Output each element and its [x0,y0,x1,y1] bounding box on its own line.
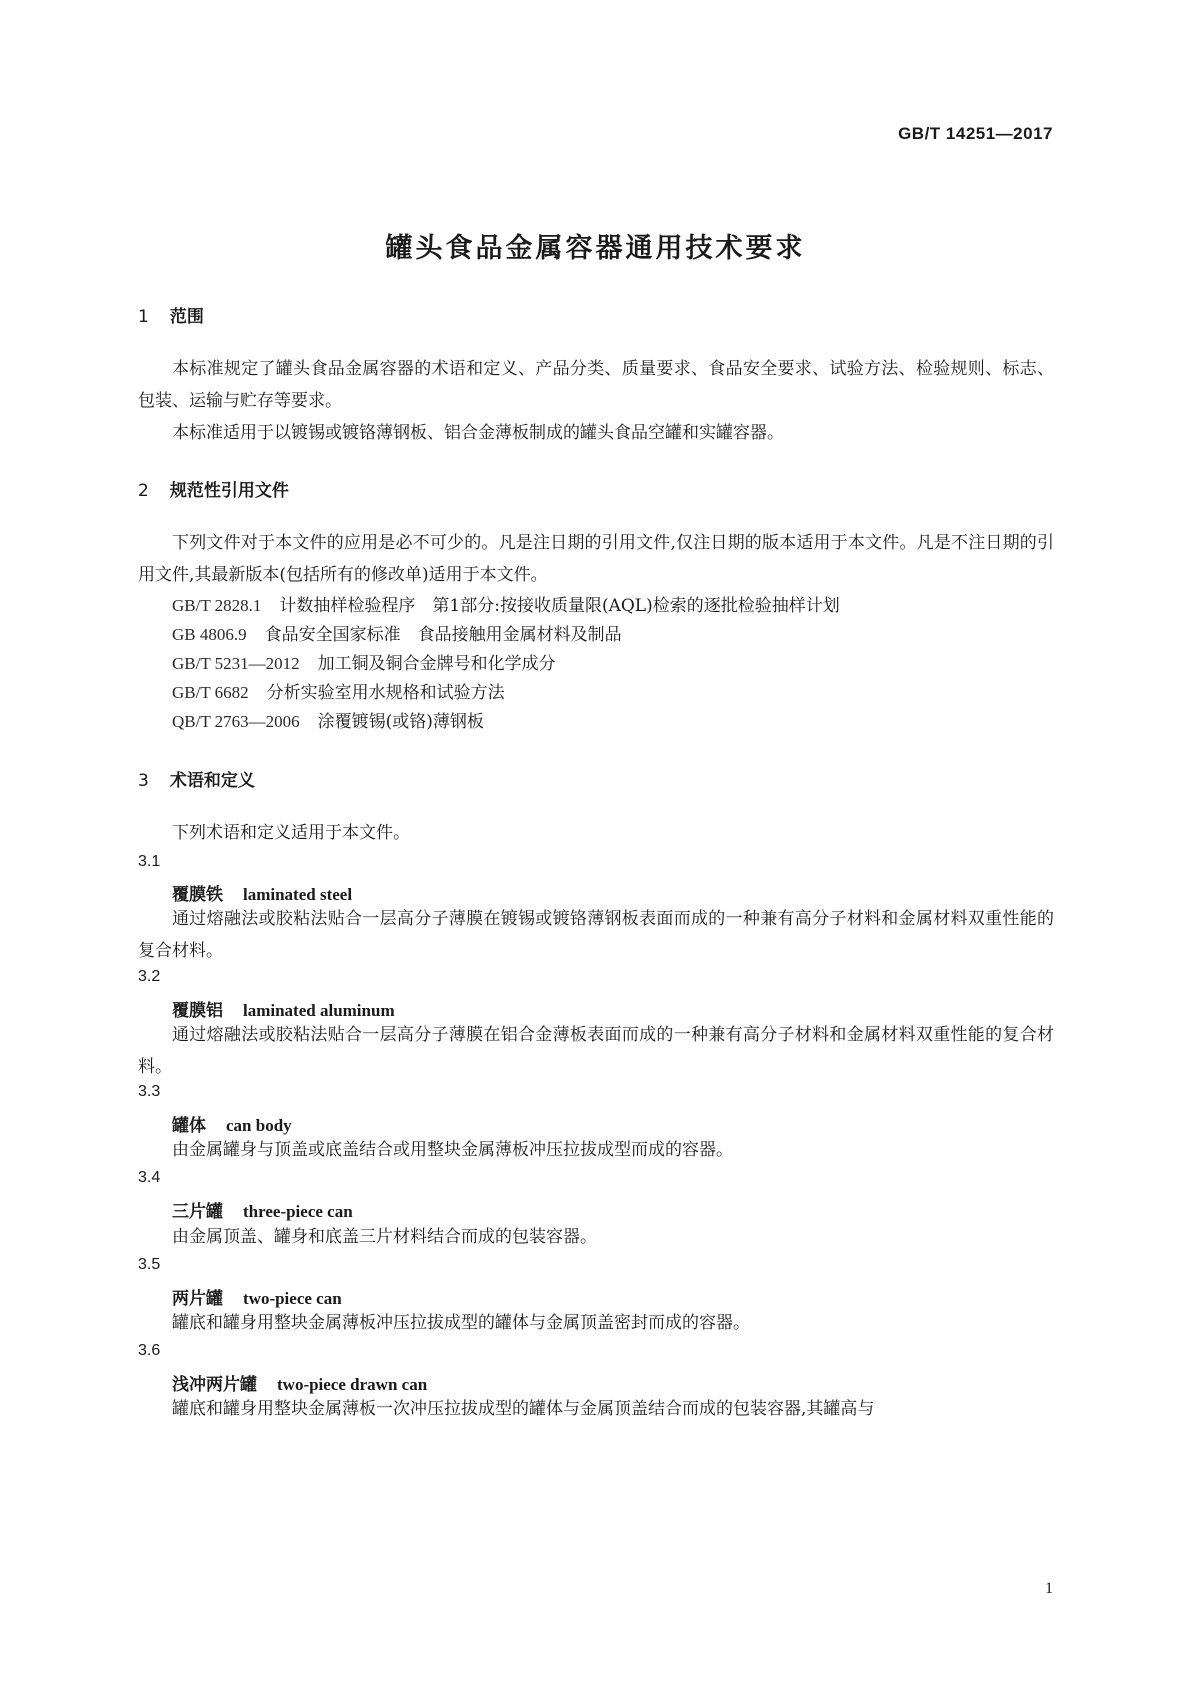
reference-title: 计数抽样检验程序 第1部分:按接收质量限(AQL)检索的逐批检验抽样计划 [279,596,840,616]
section-heading-3 [138,766,255,791]
term-heading [172,996,395,1021]
reference-code: GB 4806.9 [172,625,247,644]
term-number: 3.5 [138,1256,161,1273]
reference-item [172,591,840,616]
reference-item [172,649,556,674]
term-definition: 由金属顶盖、罐身和底盖三片材料结合而成的包装容器。 [172,1227,597,1247]
reference-title: 食品安全国家标准 食品接触用金属材料及制品 [264,625,622,645]
section-title: 规范性引用文件 [169,481,289,501]
term-number: 3.3 [138,1083,161,1100]
scope-paragraph-2: 本标准适用于以镀锡或镀铬薄钢板、铝合金薄板制成的罐头食品空罐和实罐容器。 [172,423,784,443]
term-heading [172,1197,353,1222]
section-title: 范围 [169,307,204,327]
section-heading-1 [138,302,204,327]
standard-code: GB/T 14251—2017 [898,124,1053,143]
term-definition: 通过熔融法或胶粘法贴合一层高分子薄膜在铝合金薄板表面而成的一种兼有高分子材料和金属材料双重性能的复合材料。 [138,1025,1054,1077]
page-number: 1 [1045,1580,1053,1597]
term-english: can body [226,1116,292,1135]
term-definition: 通过熔融法或胶粘法贴合一层高分子薄膜在镀锡或镀铬薄钢板表面而成的一种兼有高分子材料和金属材料双重性能的复合材料。 [138,909,1054,961]
reference-item [172,707,484,732]
term-english: laminated aluminum [243,1001,395,1020]
reference-code: QB/T 2763—2006 [172,712,300,731]
term-english: laminated steel [243,885,353,904]
term-english: three-piece can [243,1202,353,1221]
term-definition: 由金属罐身与顶盖或底盖结合或用整块金属薄板冲压拉拔成型而成的容器。 [172,1140,733,1160]
reference-code: GB/T 2828.1 [172,596,262,615]
reference-item [172,678,505,703]
term-number: 3.6 [138,1342,161,1359]
reference-item [172,620,622,645]
reference-title: 加工铜及铜合金牌号和化学成分 [317,654,556,674]
term-number: 3.4 [138,1169,161,1186]
reference-code: GB/T 6682 [172,683,249,702]
section-number: 2 [138,481,149,501]
term-definition: 罐底和罐身用整块金属薄板冲压拉拔成型的罐体与金属顶盖密封而成的容器。 [172,1313,750,1333]
term-chinese: 浅冲两片罐 [172,1375,257,1395]
term-definition: 罐底和罐身用整块金属薄板一次冲压拉拔成型的罐体与金属顶盖结合而成的包装容器,其罐高与 [172,1399,875,1419]
term-number: 3.1 [138,853,161,870]
term-chinese: 罐体 [172,1116,206,1136]
term-chinese: 两片罐 [172,1289,223,1309]
section-title: 术语和定义 [169,771,255,791]
section-heading-2 [138,476,289,501]
term-heading [172,1111,292,1136]
term-chinese: 覆膜铁 [172,885,223,905]
scope-paragraph-1: 本标准规定了罐头食品金属容器的术语和定义、产品分类、质量要求、食品安全要求、试验方法、检验规则、标志、包装、运输与贮存等要求。 [138,359,1054,411]
reference-title: 分析实验室用水规格和试验方法 [266,683,505,703]
reference-title: 涂覆镀锡(或铬)薄钢板 [317,712,484,732]
section-number: 1 [138,307,149,327]
term-heading [172,1284,342,1309]
document-title: 罐头食品金属容器通用技术要求 [385,233,806,264]
reference-code: GB/T 5231—2012 [172,654,300,673]
term-heading [172,880,352,905]
terms-intro-paragraph: 下列术语和定义适用于本文件。 [172,823,410,843]
term-chinese: 覆膜铝 [172,1001,223,1021]
section-number: 3 [138,771,149,791]
term-heading [172,1370,427,1395]
term-number: 3.2 [138,968,161,985]
term-chinese: 三片罐 [172,1202,223,1222]
term-english: two-piece drawn can [277,1375,428,1394]
references-intro-paragraph: 下列文件对于本文件的应用是必不可少的。凡是注日期的引用文件,仅注日期的版本适用于本文件。凡是不注日期的引用文件,其最新版本(包括所有的修改单)适用于本文件。 [138,533,1054,585]
term-english: two-piece can [243,1289,342,1308]
